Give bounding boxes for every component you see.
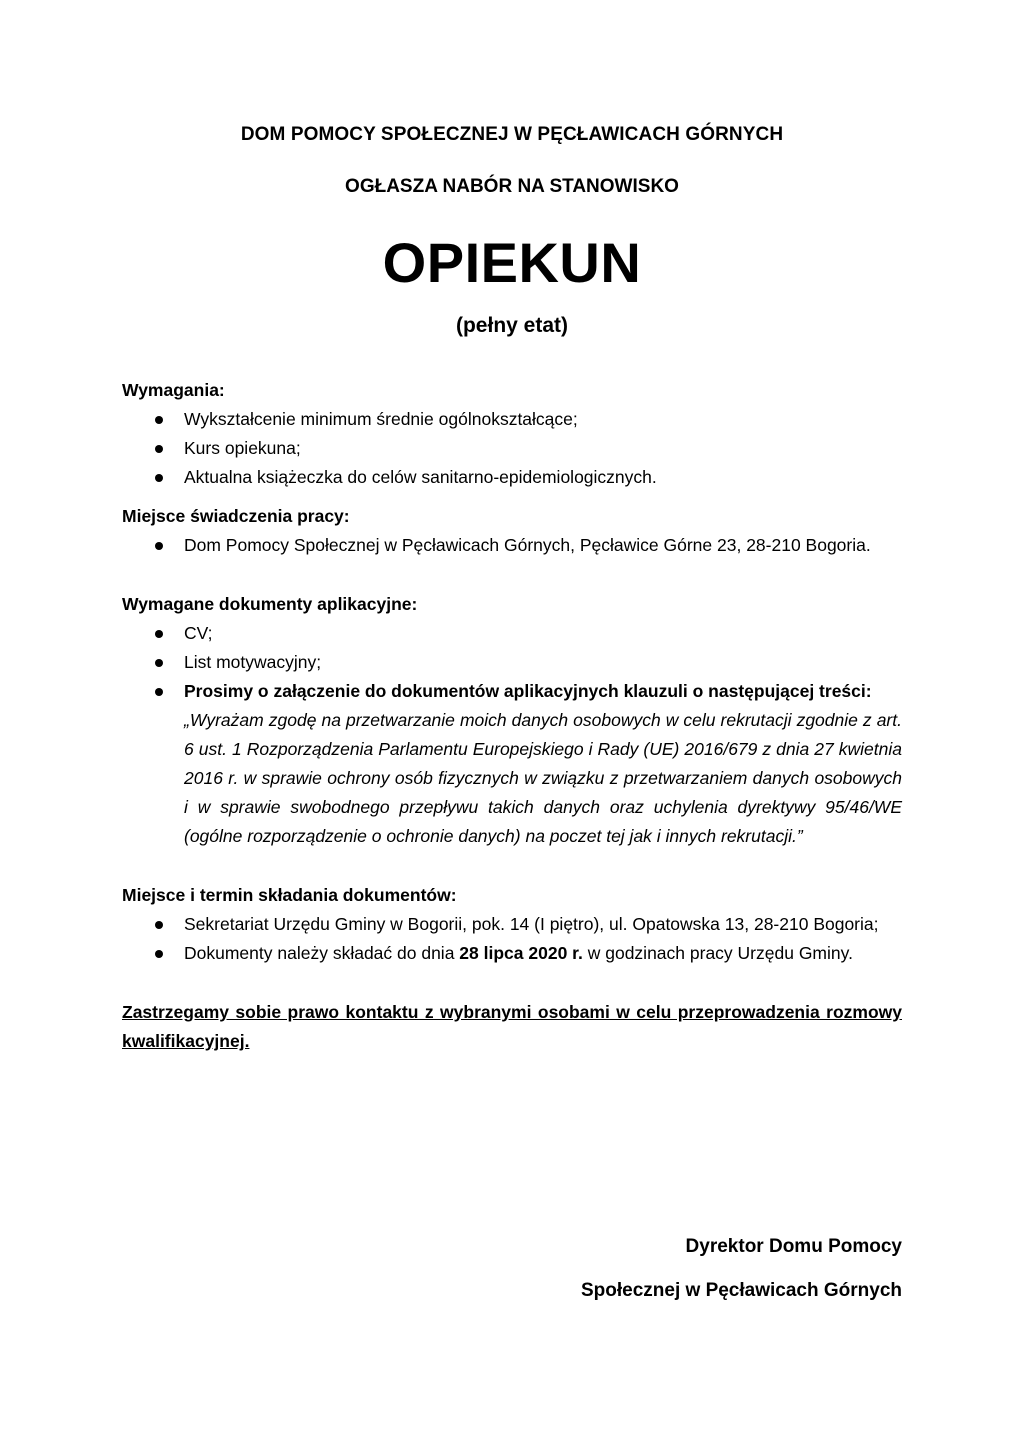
documents-heading: Wymagane dokumenty aplikacyjne: — [122, 594, 418, 614]
signature-line-1: Dyrektor Domu Pomocy — [685, 1236, 902, 1257]
document-body — [122, 376, 902, 1056]
institution-heading: DOM POMOCY SPOŁECZNEJ W PĘCŁAWICACH GÓRNYCH — [240, 124, 784, 145]
list-item: Wykształcenie minimum średnie ogólnokształcące; — [122, 405, 902, 434]
signature-line-2: Społecznej w Pęcławicach Górnych — [580, 1280, 902, 1301]
deadline-suffix: w godzinach pracy Urzędu Gminy. — [582, 943, 853, 963]
position-title: OPIEKUN — [382, 231, 642, 294]
announcement-heading: OGŁASZA NABÓR NA STANOWISKO — [345, 176, 679, 197]
deadline-date: 28 lipca 2020 r. — [459, 943, 583, 963]
list-item-clause — [122, 677, 902, 851]
list-item: Kurs opiekuna; — [122, 434, 902, 463]
submission-list — [122, 910, 902, 968]
list-item: List motywacyjny; — [122, 648, 902, 677]
list-item: Sekretariat Urzędu Gminy w Bogorii, pok. 14 (I piętro), ul. Opatowska 13, 28-210 Bogoria; — [122, 910, 902, 939]
employment-type: (pełny etat) — [455, 314, 568, 337]
workplace-list — [122, 531, 902, 560]
workplace-heading: Miejsce świadczenia pracy: — [122, 506, 350, 526]
list-item: Aktualna książeczka do celów sanitarno-epidemiologicznych. — [122, 463, 902, 492]
contact-notice: Zastrzegamy sobie prawo kontaktu z wybranymi osobami w celu przeprowadzenia rozmowy kwalifikacyjnej. — [122, 1002, 902, 1051]
deadline-prefix: Dokumenty należy składać do dnia — [184, 943, 460, 963]
list-item: CV; — [122, 619, 902, 648]
requirements-heading: Wymagania: — [122, 380, 225, 400]
consent-clause: „Wyrażam zgodę na przetwarzanie moich danych osobowych w celu rekrutacji zgodnie z art. 6 ust. 1 Rozporządzenia Parlamentu Europejskiego i Rady (UE) 2016/679 z dnia 27 kwietnia 2016 r. w sprawie ochrony osób fizycznych w związku z przetwarzaniem danych osobowych i w sprawie swobodnego przepływu takich danych oraz uchylenia dyrektywy 95/46/WE (ogólne rozporządzenie o ochronie danych) na poczet tej jak i innych rekrutacji.” — [184, 710, 902, 846]
documents-list — [122, 619, 902, 851]
submission-heading: Miejsce i termin składania dokumentów: — [122, 885, 457, 905]
requirements-list — [122, 405, 902, 492]
list-item-deadline — [122, 939, 902, 968]
clause-request: Prosimy o załączenie do dokumentów aplikacyjnych klauzuli o następującej treści: — [184, 681, 872, 701]
list-item: Dom Pomocy Społecznej w Pęcławicach Górnych, Pęcławice Górne 23, 28-210 Bogoria. — [122, 531, 902, 560]
